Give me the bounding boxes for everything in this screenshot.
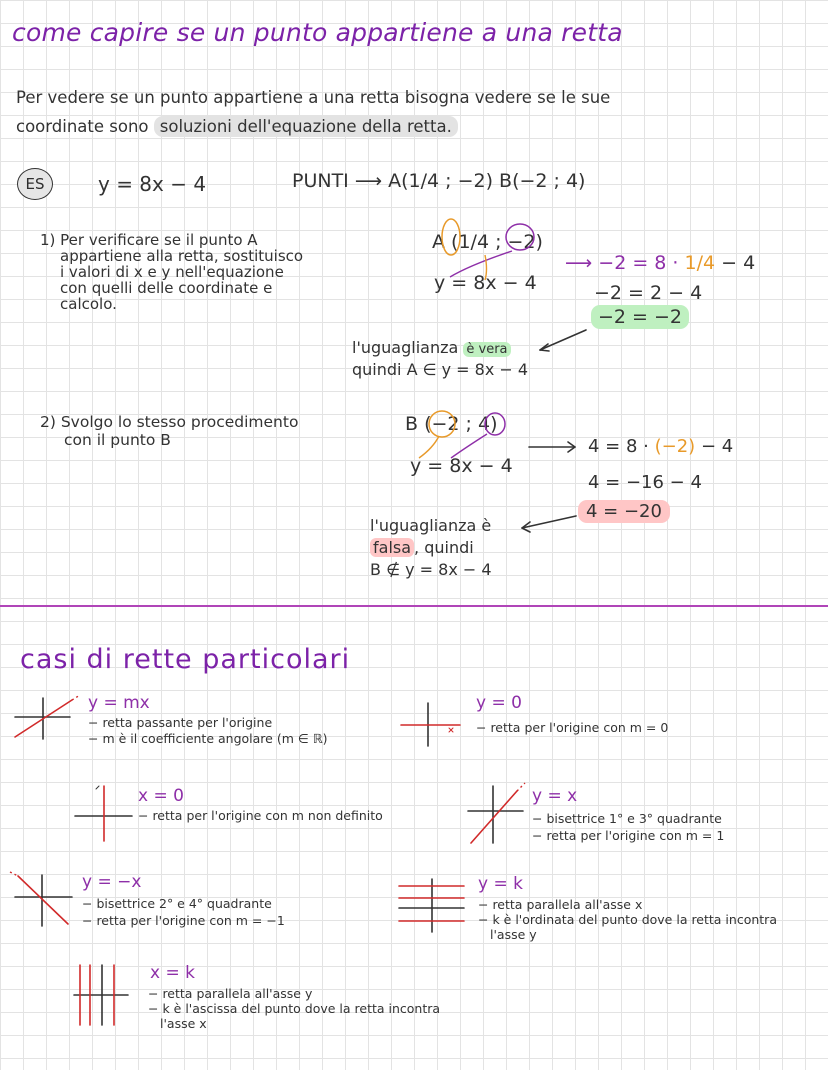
step2-calc-1 bbox=[588, 436, 733, 457]
example-equation: y = 8x − 4 bbox=[98, 172, 207, 196]
case-y-x-eq: y = x bbox=[532, 786, 578, 806]
step1-line-1: 1) Per verificare se il punto A bbox=[40, 231, 258, 249]
graph-y-x bbox=[463, 783, 533, 848]
step2-arrow-left bbox=[516, 512, 586, 534]
case-y-k-eq: y = k bbox=[478, 874, 523, 894]
case-y-neg-x-desc bbox=[82, 895, 285, 929]
special-title: casi di rette particolari bbox=[20, 644, 351, 675]
case-y-0-desc bbox=[476, 720, 668, 735]
step1-conclusion-1 bbox=[352, 338, 511, 357]
example-points: PUNTI ⟶ A(1/4 ; −2) B(−2 ; 4) bbox=[292, 170, 586, 192]
case-x-k-desc bbox=[148, 986, 440, 1031]
step1-arrow bbox=[534, 326, 594, 356]
step2-calc-1-pre: 4 = 8 · bbox=[588, 436, 649, 457]
case-y-mx-eq: y = mx bbox=[88, 693, 150, 713]
intro-line-2 bbox=[16, 117, 458, 136]
case-x-k-line-3: l'asse x bbox=[160, 1016, 207, 1031]
graph-x-0 bbox=[70, 783, 140, 843]
step1-calc-1 bbox=[565, 252, 755, 274]
step1-line-2: appartiene alla retta, sostituisco bbox=[60, 247, 304, 265]
step1-result: −2 = −2 bbox=[591, 305, 689, 329]
step1-conclusion-2: quindi A ∈ y = 8x − 4 bbox=[352, 360, 529, 379]
graph-y-neg-x bbox=[10, 872, 80, 932]
step2-calc-3 bbox=[578, 501, 670, 522]
step2-arrow-right bbox=[525, 437, 585, 457]
intro-line-2-text: coordinate sono bbox=[16, 117, 149, 136]
graph-x-k bbox=[70, 960, 135, 1030]
step1-calc-2: −2 = 2 − 4 bbox=[594, 282, 703, 304]
step1-point: A (1/4 ; −2) bbox=[432, 231, 543, 253]
example-badge: ES bbox=[17, 168, 53, 200]
case-y-mx-line-2: − m è il coefficiente angolare (m ∈ ℝ) bbox=[88, 731, 328, 746]
case-y-x-desc bbox=[532, 810, 724, 844]
step1-calc-1-frac: 1/4 bbox=[684, 252, 716, 274]
case-y-k-desc bbox=[478, 897, 777, 942]
page-title: come capire se un punto appartiene a una retta bbox=[12, 18, 623, 47]
step2-conclusion-2 bbox=[370, 537, 492, 559]
step2-result: 4 = −20 bbox=[578, 500, 670, 523]
step2-line-2: con il punto B bbox=[64, 431, 171, 449]
step2-conclusion-2-post: , quindi bbox=[414, 538, 474, 557]
step1-conclusion-1-text: l'uguaglianza bbox=[352, 338, 459, 357]
intro-highlight: soluzioni dell'equazione della retta. bbox=[154, 116, 458, 137]
step2-conclusion bbox=[370, 515, 492, 581]
case-y-0-eq: y = 0 bbox=[476, 693, 522, 713]
case-y-neg-x-line-2: − retta per l'origine con m = −1 bbox=[82, 913, 285, 928]
step1-line-5: calcolo. bbox=[60, 295, 117, 313]
step2-conclusion-hl: falsa bbox=[370, 538, 414, 557]
case-y-k-line-1: − retta parallela all'asse x bbox=[478, 897, 643, 912]
graph-y-0 bbox=[398, 700, 468, 750]
case-y-k-line-2: − k è l'ordinata del punto dove la retta incontra bbox=[478, 912, 777, 927]
step2-calc-2: 4 = −16 − 4 bbox=[588, 472, 702, 493]
step2-line-1: 2) Svolgo lo stesso procedimento bbox=[40, 413, 299, 431]
step2-point: B (−2 ; 4) bbox=[405, 413, 498, 435]
case-x-0-line-1: − retta per l'origine con m non definito bbox=[138, 808, 383, 823]
case-x-k-eq: x = k bbox=[150, 963, 195, 983]
step1-text bbox=[40, 232, 303, 312]
case-y-x-line-1: − bisettrice 1° e 3° quadrante bbox=[532, 811, 722, 826]
step2-text bbox=[40, 413, 298, 449]
case-y-k-line-3: l'asse y bbox=[490, 927, 537, 942]
case-y-x-line-2: − retta per l'origine con m = 1 bbox=[532, 828, 725, 843]
step1-calc-1-pre: ⟶ −2 = 8 · bbox=[565, 252, 679, 274]
step1-calc-3 bbox=[591, 306, 689, 328]
step2-equation: y = 8x − 4 bbox=[410, 455, 513, 477]
graph-y-mx bbox=[10, 695, 80, 745]
case-x-k-line-1: − retta parallela all'asse y bbox=[148, 986, 313, 1001]
step2-calc-1-val: (−2) bbox=[654, 436, 696, 457]
case-x-k-line-2: − k è l'ascissa del punto dove la retta incontra bbox=[148, 1001, 441, 1016]
step1-line-3: i valori di x e y nell'equazione bbox=[60, 263, 284, 281]
step2-conclusion-3: B ∉ y = 8x − 4 bbox=[370, 560, 492, 579]
step2-conclusion-1: l'uguaglianza è bbox=[370, 516, 492, 535]
graph-y-k bbox=[396, 876, 471, 936]
case-y-neg-x-line-1: − bisettrice 2° e 4° quadrante bbox=[82, 896, 272, 911]
step1-equation: y = 8x − 4 bbox=[434, 272, 537, 294]
step1-calc-1-post: − 4 bbox=[721, 252, 756, 274]
section-divider bbox=[0, 605, 828, 607]
case-y-neg-x-eq: y = −x bbox=[82, 872, 142, 892]
intro-line-1: Per vedere se un punto appartiene a una retta bisogna vedere se le sue bbox=[16, 88, 611, 107]
step1-conclusion-hl: è vera bbox=[463, 342, 510, 357]
step2-calc-1-post: − 4 bbox=[700, 436, 734, 457]
case-y-mx-desc bbox=[88, 715, 328, 747]
case-x-0-desc bbox=[138, 808, 383, 823]
case-y-0-line-1: − retta per l'origine con m = 0 bbox=[476, 720, 669, 735]
step1-line-4: con quelli delle coordinate e bbox=[60, 279, 273, 297]
case-y-mx-line-1: − retta passante per l'origine bbox=[88, 715, 273, 730]
case-x-0-eq: x = 0 bbox=[138, 786, 184, 806]
